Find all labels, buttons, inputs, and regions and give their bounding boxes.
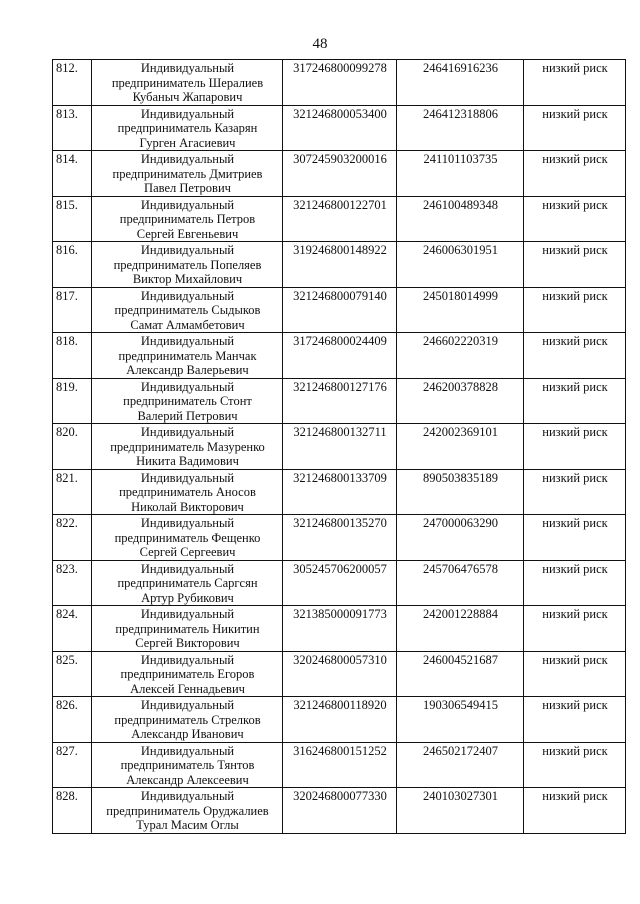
row-number: 820. [53, 424, 92, 470]
row-number: 814. [53, 151, 92, 197]
risk-category-cell: низкий риск [524, 788, 626, 834]
table-row [53, 651, 626, 697]
risk-category-cell: низкий риск [524, 196, 626, 242]
ogrnip-cell: 320246800057310 [283, 651, 397, 697]
ogrnip-cell: 320246800077330 [283, 788, 397, 834]
risk-category-cell: низкий риск [524, 560, 626, 606]
entrepreneur-name-cell [92, 606, 283, 652]
entrepreneur-name-cell [92, 378, 283, 424]
registry-body [53, 60, 626, 834]
inn-cell: 246502172407 [397, 742, 524, 788]
entrepreneur-name-line: Алексей Геннадьевич [130, 681, 245, 696]
table-row [53, 287, 626, 333]
row-number: 823. [53, 560, 92, 606]
row-number: 817. [53, 287, 92, 333]
inn-cell: 246200378828 [397, 378, 524, 424]
entrepreneur-name-line: Индивидуальный [140, 106, 235, 121]
entrepreneur-name-cell [92, 151, 283, 197]
entrepreneur-name-cell [92, 287, 283, 333]
entrepreneur-name-line: предприниматель Петров [119, 212, 256, 226]
entrepreneur-name-line: предприниматель Мазуренко [110, 439, 265, 454]
table-row [53, 788, 626, 834]
table-row [53, 742, 626, 788]
entrepreneur-name-cell [92, 333, 283, 379]
row-number: 812. [53, 60, 92, 106]
entrepreneur-name-line: Индивидуальный [140, 379, 235, 394]
entrepreneur-name-line: предприниматель Оруджалиев [106, 803, 269, 818]
entrepreneur-name-line: Александр Валерьевич [126, 363, 249, 377]
entrepreneur-name-line: предприниматель Сыдыков [114, 303, 261, 317]
entrepreneur-name-line: предприниматель Стрелков [114, 712, 261, 727]
table-row [53, 105, 626, 151]
table-row [53, 606, 626, 652]
table-row [53, 424, 626, 470]
ogrnip-cell: 321246800132711 [283, 424, 397, 470]
risk-category-cell: низкий риск [524, 242, 626, 288]
ogrnip-cell: 321246800133709 [283, 469, 397, 515]
inn-cell: 242002369101 [397, 424, 524, 470]
entrepreneur-name-line: Индивидуальный [140, 698, 235, 712]
entrepreneur-name-line: Гурген Агасиевич [139, 135, 236, 150]
inn-cell: 245018014999 [397, 287, 524, 333]
risk-category-cell: низкий риск [524, 424, 626, 470]
entrepreneur-name-line: предприниматель Саргсян [117, 576, 258, 590]
entrepreneur-name-line: Кубаныч Жапарович [132, 90, 243, 104]
ogrnip-cell: 319246800148922 [283, 242, 397, 288]
entrepreneur-name-line: предприниматель Никитин [115, 621, 260, 636]
entrepreneur-name-line: Виктор Михайлович [132, 272, 243, 286]
row-number: 827. [53, 742, 92, 788]
risk-category-cell: низкий риск [524, 378, 626, 424]
table-row [53, 515, 626, 561]
entrepreneur-name-cell [92, 105, 283, 151]
entrepreneur-name-cell [92, 788, 283, 834]
inn-cell: 241101103735 [397, 151, 524, 197]
entrepreneur-name-cell [92, 60, 283, 106]
entrepreneur-name-line: предприниматель Егоров [120, 667, 255, 681]
entrepreneur-name-line: Павел Петрович [144, 181, 231, 195]
entrepreneur-name-line: предприниматель Стонт [123, 394, 252, 408]
inn-cell: 246412318806 [397, 105, 524, 151]
risk-category-cell: низкий риск [524, 60, 626, 106]
entrepreneur-name-line: Сергей Евгеньевич [136, 226, 239, 241]
entrepreneur-name-line: Индивидуальный [140, 152, 235, 166]
entrepreneur-name-line: Индивидуальный [140, 334, 235, 348]
ogrnip-cell: 321246800053400 [283, 105, 397, 151]
entrepreneur-name-line: предприниматель Дмитриев [112, 166, 263, 181]
ogrnip-cell: 321246800135270 [283, 515, 397, 561]
row-number: 825. [53, 651, 92, 697]
row-number: 818. [53, 333, 92, 379]
entrepreneur-name-line: Самат Алмамбетович [130, 317, 245, 332]
row-number: 828. [53, 788, 92, 834]
entrepreneur-name-line: предприниматель Попеляев [113, 257, 262, 272]
row-number: 822. [53, 515, 92, 561]
row-number: 824. [53, 606, 92, 652]
entrepreneur-name-line: предприниматель Шералиев [111, 75, 264, 90]
inn-cell: 240103027301 [397, 788, 524, 834]
row-number: 821. [53, 469, 92, 515]
row-number: 816. [53, 242, 92, 288]
entrepreneur-name-line: Сергей Викторович [135, 636, 240, 650]
ogrnip-cell: 321246800122701 [283, 196, 397, 242]
ogrnip-cell: 321246800118920 [283, 697, 397, 743]
entrepreneur-name-line: Индивидуальный [140, 470, 235, 485]
ogrnip-cell: 317246800024409 [283, 333, 397, 379]
risk-category-cell: низкий риск [524, 333, 626, 379]
table-row [53, 196, 626, 242]
inn-cell: 246004521687 [397, 651, 524, 697]
inn-cell: 246006301951 [397, 242, 524, 288]
risk-category-cell: низкий риск [524, 151, 626, 197]
entrepreneur-name-line: Индивидуальный [140, 789, 235, 803]
entrepreneur-name-line: Турал Масим Оглы [136, 818, 239, 832]
entrepreneur-name-line: Индивидуальный [140, 61, 235, 75]
entrepreneur-name-line: Александр Алексеевич [126, 772, 249, 787]
entrepreneur-name-line: предприниматель Казарян [117, 121, 258, 135]
risk-category-cell: низкий риск [524, 606, 626, 652]
table-row [53, 242, 626, 288]
ogrnip-cell: 316246800151252 [283, 742, 397, 788]
inn-cell: 242001228884 [397, 606, 524, 652]
entrepreneur-name-cell [92, 515, 283, 561]
inn-cell: 246416916236 [397, 60, 524, 106]
entrepreneur-name-line: Индивидуальный [140, 652, 235, 667]
entrepreneur-name-cell [92, 242, 283, 288]
entrepreneur-registry-table [52, 59, 626, 834]
table-row [53, 560, 626, 606]
entrepreneur-name-cell [92, 469, 283, 515]
entrepreneur-name-cell [92, 424, 283, 470]
entrepreneur-name-line: Николай Викторович [131, 499, 244, 514]
entrepreneur-name-cell [92, 560, 283, 606]
row-number: 819. [53, 378, 92, 424]
entrepreneur-name-line: предприниматель Тянтов [120, 758, 255, 772]
entrepreneur-name-cell [92, 742, 283, 788]
entrepreneur-name-line: Индивидуальный [140, 197, 235, 212]
entrepreneur-name-cell [92, 196, 283, 242]
entrepreneur-name-line: Валерий Петрович [137, 408, 238, 423]
ogrnip-cell: 307245903200016 [283, 151, 397, 197]
table-row [53, 151, 626, 197]
risk-category-cell: низкий риск [524, 651, 626, 697]
ogrnip-cell: 317246800099278 [283, 60, 397, 106]
inn-cell: 245706476578 [397, 560, 524, 606]
row-number: 826. [53, 697, 92, 743]
table-row [53, 333, 626, 379]
entrepreneur-name-line: Индивидуальный [140, 425, 235, 439]
entrepreneur-name-cell [92, 651, 283, 697]
entrepreneur-name-line: Индивидуальный [140, 243, 235, 257]
entrepreneur-name-line: Индивидуальный [140, 288, 235, 303]
entrepreneur-name-line: Артур Рубикович [141, 590, 234, 605]
entrepreneur-name-line: предприниматель Аносов [119, 485, 256, 499]
inn-cell: 246602220319 [397, 333, 524, 379]
ogrnip-cell: 305245706200057 [283, 560, 397, 606]
row-number: 815. [53, 196, 92, 242]
table-row [53, 469, 626, 515]
risk-category-cell: низкий риск [524, 469, 626, 515]
entrepreneur-name-line: предприниматель Манчак [118, 348, 257, 363]
entrepreneur-name-line: Индивидуальный [140, 743, 235, 758]
entrepreneur-name-line: предприниматель Фещенко [114, 530, 261, 545]
inn-cell: 247000063290 [397, 515, 524, 561]
risk-category-cell: низкий риск [524, 287, 626, 333]
inn-cell: 190306549415 [397, 697, 524, 743]
risk-category-cell: низкий риск [524, 105, 626, 151]
entrepreneur-name-line: Сергей Сергеевич [139, 545, 236, 559]
risk-category-cell: низкий риск [524, 697, 626, 743]
row-number: 813. [53, 105, 92, 151]
inn-cell: 890503835189 [397, 469, 524, 515]
ogrnip-cell: 321246800079140 [283, 287, 397, 333]
inn-cell: 246100489348 [397, 196, 524, 242]
entrepreneur-name-line: Индивидуальный [140, 607, 235, 621]
table-row [53, 697, 626, 743]
entrepreneur-name-line: Индивидуальный [140, 561, 235, 576]
entrepreneur-name-line: Никита Вадимович [136, 454, 239, 468]
entrepreneur-name-line: Александр Иванович [131, 727, 244, 741]
entrepreneur-name-cell [92, 697, 283, 743]
risk-category-cell: низкий риск [524, 515, 626, 561]
table-row [53, 378, 626, 424]
entrepreneur-name-line: Индивидуальный [140, 516, 235, 530]
ogrnip-cell: 321385000091773 [283, 606, 397, 652]
page-number: 48 [312, 36, 328, 52]
ogrnip-cell: 321246800127176 [283, 378, 397, 424]
risk-category-cell: низкий риск [524, 742, 626, 788]
table-row [53, 60, 626, 106]
